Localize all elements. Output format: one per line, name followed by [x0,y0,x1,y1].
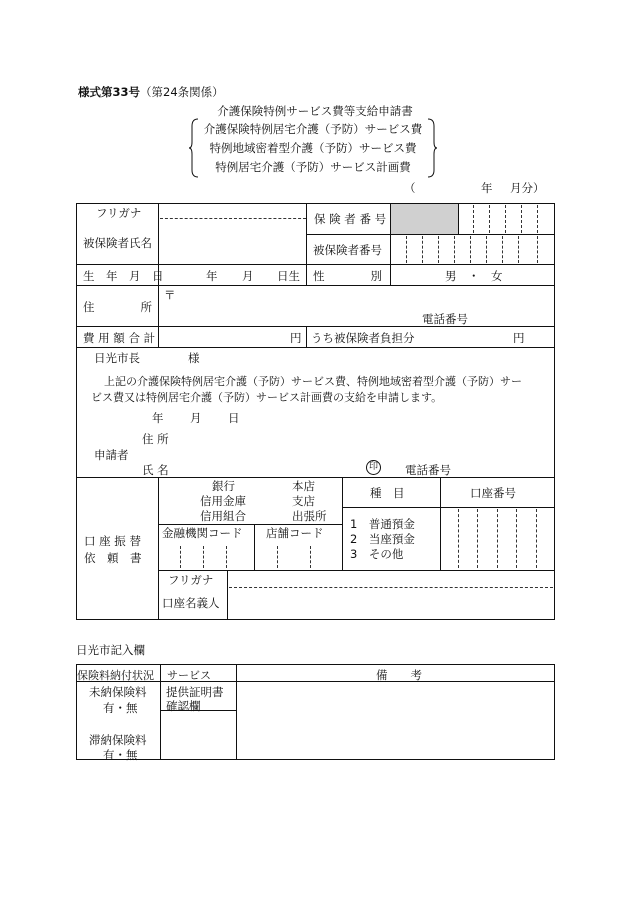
total-unit: 円 [290,331,302,345]
branch-code-label: 店舗コード [266,526,324,540]
applicant-name-label: 氏 名 [142,463,169,477]
branch-type-main[interactable]: 本店 [292,479,315,493]
remarks-label: 備 考 [376,668,422,682]
delinquent-label: 滞納保険料 [89,733,147,747]
burden-unit: 円 [513,331,525,345]
application-form [76,203,555,620]
account-type-label: 種 目 [370,486,405,500]
subtitle-1: 介護保険特例居宅介護（予防）サービス費 [203,122,423,136]
birth-label: 生 年 月 日 [83,269,164,283]
institution-code-label: 金融機関コード [162,526,243,540]
insurer-no-shaded [391,204,458,234]
bank-type-bank[interactable]: 銀行 [212,479,235,493]
birth-day: 日生 [277,269,300,283]
furigana-label: フリガナ [96,206,142,220]
insured-no-label: 被保険者番号 [313,243,382,257]
total-label: 費 用 額 合 計 [83,331,156,345]
applicant-phone-label: 電話番号 [405,463,451,477]
bank-type-credit-union[interactable]: 信用組合 [200,509,246,523]
form-title: 介護保険特例サービス費等支給申請書 [217,104,413,118]
applicant-label: 申請者 [94,448,129,462]
insurer-no-label: 保 険 者 番 号 [314,212,387,226]
insured-name-label: 被保険者氏名 [83,236,152,250]
address-label: 住 所 [83,300,152,314]
period-open: （ [404,181,416,195]
seal-mark: 印 [366,460,381,475]
account-type-current[interactable]: 2 当座預金 [350,532,415,546]
postal-mark: 〒 [164,288,176,302]
service-label: サービス [167,669,211,682]
holder-furigana-label: フリガナ [168,573,214,587]
subtitle-3: 特例居宅介護（予防）サービス計画費 [215,160,411,174]
account-number-label: 口座番号 [470,486,516,500]
birth-year: 年 [206,269,218,283]
account-holder-label: 口座名義人 [162,596,220,610]
form-article: （第24条関係） [140,85,224,99]
branch-type-branch[interactable]: 支店 [292,494,315,508]
account-type-ordinary[interactable]: 1 普通預金 [350,517,415,531]
date-day: 日 [228,411,240,425]
date-year: 年 [152,411,164,425]
branch-type-office[interactable]: 出張所 [292,509,327,523]
delinquent-value[interactable]: 有・無 [103,748,138,762]
certificate-line1: 提供証明書 [166,685,224,699]
city-section-title: 日光市記入欄 [76,643,145,657]
applicant-address-label: 住 所 [142,432,169,446]
payment-status-label: 保険料納付状況 [77,669,154,682]
form-number: 様式第33号 [78,85,141,99]
account-type-other[interactable]: 3 その他 [350,547,404,561]
certificate-line2: 確認欄 [166,699,201,713]
application-body-1: 上記の介護保険特例居宅介護（予防）サービス費、特例地域密着型介護（予防）サー [104,375,522,388]
address-phone-label: 電話番号 [422,312,468,326]
period-month: 月分） [510,181,545,195]
sex-value[interactable]: 男 ・ 女 [445,269,503,283]
bank-type-credit-bank[interactable]: 信用金庫 [200,494,246,508]
honorific: 様 [188,351,200,365]
unpaid-label: 未納保険料 [89,685,147,699]
application-body-2: ビス費又は特例居宅介護（予防）サービス計画費の支給を申請します。 [91,391,443,404]
burden-label: うち被保険者負担分 [311,331,415,345]
mayor-name: 日光市長 [94,351,140,365]
sex-label: 性 別 [313,269,382,283]
unpaid-value[interactable]: 有・無 [103,701,138,715]
bank-section-line2: 依 頼 書 [84,551,142,565]
period-year: 年 [481,181,493,195]
date-month: 月 [190,411,202,425]
bank-section-line1: 口 座 振 替 [84,534,141,548]
subtitle-2: 特例地域密着型介護（予防）サービス費 [209,141,417,155]
birth-month: 月 [242,269,254,283]
